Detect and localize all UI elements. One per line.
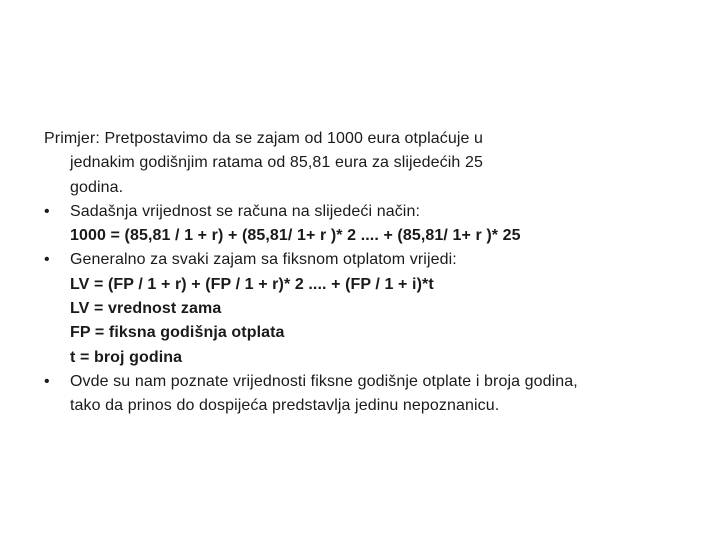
bullet-marker: • [44,372,50,390]
formula-line: 1000 = (85,81 / 1 + r) + (85,81/ 1+ r )* 2 .... + (85,81/ 1+ r )* 25 [70,227,521,245]
intro-line: Primjer: Pretpostavimo da se zajam od 1000 eura otplaćuje u [44,130,484,147]
bullet-marker: • [44,251,50,269]
definition-line: t = broj godina [70,348,183,366]
bullet-text: Generalno za svaki zajam sa fiksnom otplatom vrijedi: [70,251,457,269]
intro-paragraph [44,127,704,200]
definition-line: LV = vrednost zama [70,300,222,318]
bullet-item-general-formula [44,248,704,369]
bullet-text: Ovde su nam poznate vrijednosti fiksne godišnje otplate i broja godina, [70,372,578,390]
bullet-marker: • [44,202,50,220]
bullet-item-yield-unknown [44,370,704,419]
definition-line: FP = fiksna godišnja otplata [70,324,285,342]
bullet-text: Sadašnja vrijednost se računa na slijedeći način: [70,202,420,220]
intro-line: godina. [70,178,124,196]
intro-line: jednakim godišnjim ratama od 85,81 eura za slijedećih 25 [70,154,483,172]
bullet-text: tako da prinos do dospijeća predstavlja jedinu nepoznanicu. [70,397,500,415]
formula-line: LV = (FP / 1 + r) + (FP / 1 + r)* 2 .... + (FP / 1 + i)*t [70,275,434,293]
bullet-item-present-value [44,200,704,249]
slide-body [44,127,704,419]
